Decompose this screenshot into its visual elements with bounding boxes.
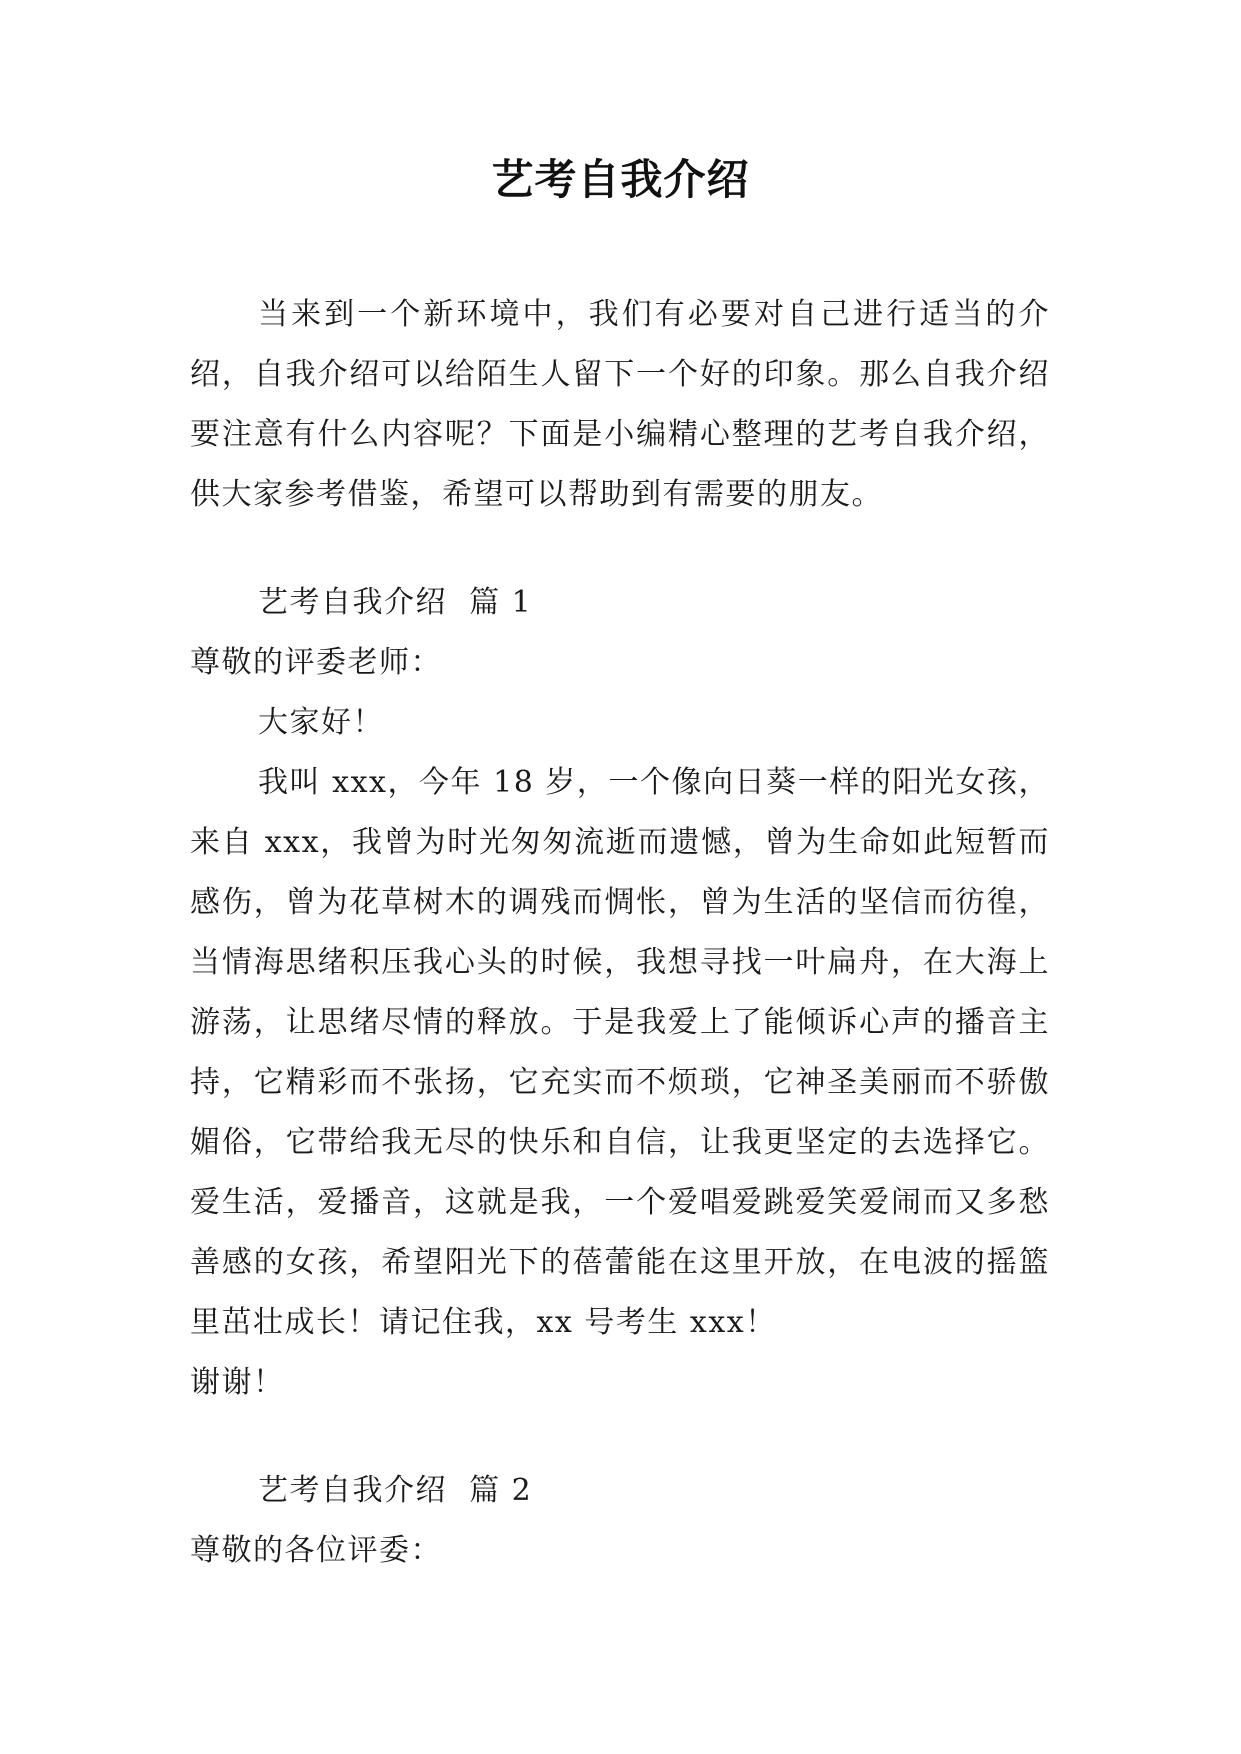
section-1-body: 我叫 xxx，今年 18 岁，一个像向日葵一样的阳光女孩，来自 xxx，我曾为时光匆匆流逝而遗憾，曾为生命如此短暂而感伤，曾为花草树木的调残而惆怅，曾为生活的坚信而彷徨，当情海思绪积压我心头的时候，我想寻找一叶扁舟，在大海上游荡，让思绪尽情的释放。于是我爱上了能倾诉心声的播音主持，它精彩而不张扬，它充实而不烦琐，它神圣美丽而不骄傲媚俗，它带给我无尽的快乐和自信，让我更坚定的去选择它。爱生活，爱播音，这就是我，一个爱唱爱跳爱笑爱闹而又多愁善感的女孩，希望阳光下的蓓蕾能在这里开放，在电波的摇篮里茁壮成长！请记住我，xx 号考生 xxx！ bbox=[190, 765, 1050, 1340]
section-1-salutation: 尊敬的评委老师： bbox=[190, 645, 442, 680]
section-1-heading: 艺考自我介绍 篇 1 bbox=[258, 585, 533, 620]
section-2-salutation: 尊敬的各位评委： bbox=[190, 1533, 442, 1568]
document-title: 艺考自我介绍 bbox=[491, 155, 750, 204]
section-1-greeting: 大家好！ bbox=[258, 705, 384, 740]
section-1-closing: 谢谢！ bbox=[190, 1365, 285, 1400]
document-body bbox=[190, 285, 1050, 1581]
section-2-heading: 艺考自我介绍 篇 2 bbox=[258, 1473, 533, 1508]
intro-paragraph: 当来到一个新环境中，我们有必要对自己进行适当的介绍，自我介绍可以给陌生人留下一个好的印象。那么自我介绍要注意有什么内容呢？下面是小编精心整理的艺考自我介绍，供大家参考借鉴，希望可以帮助到有需要的朋友。 bbox=[190, 297, 1050, 512]
paragraph-gap bbox=[190, 1413, 1050, 1461]
paragraph-gap bbox=[190, 525, 1050, 573]
